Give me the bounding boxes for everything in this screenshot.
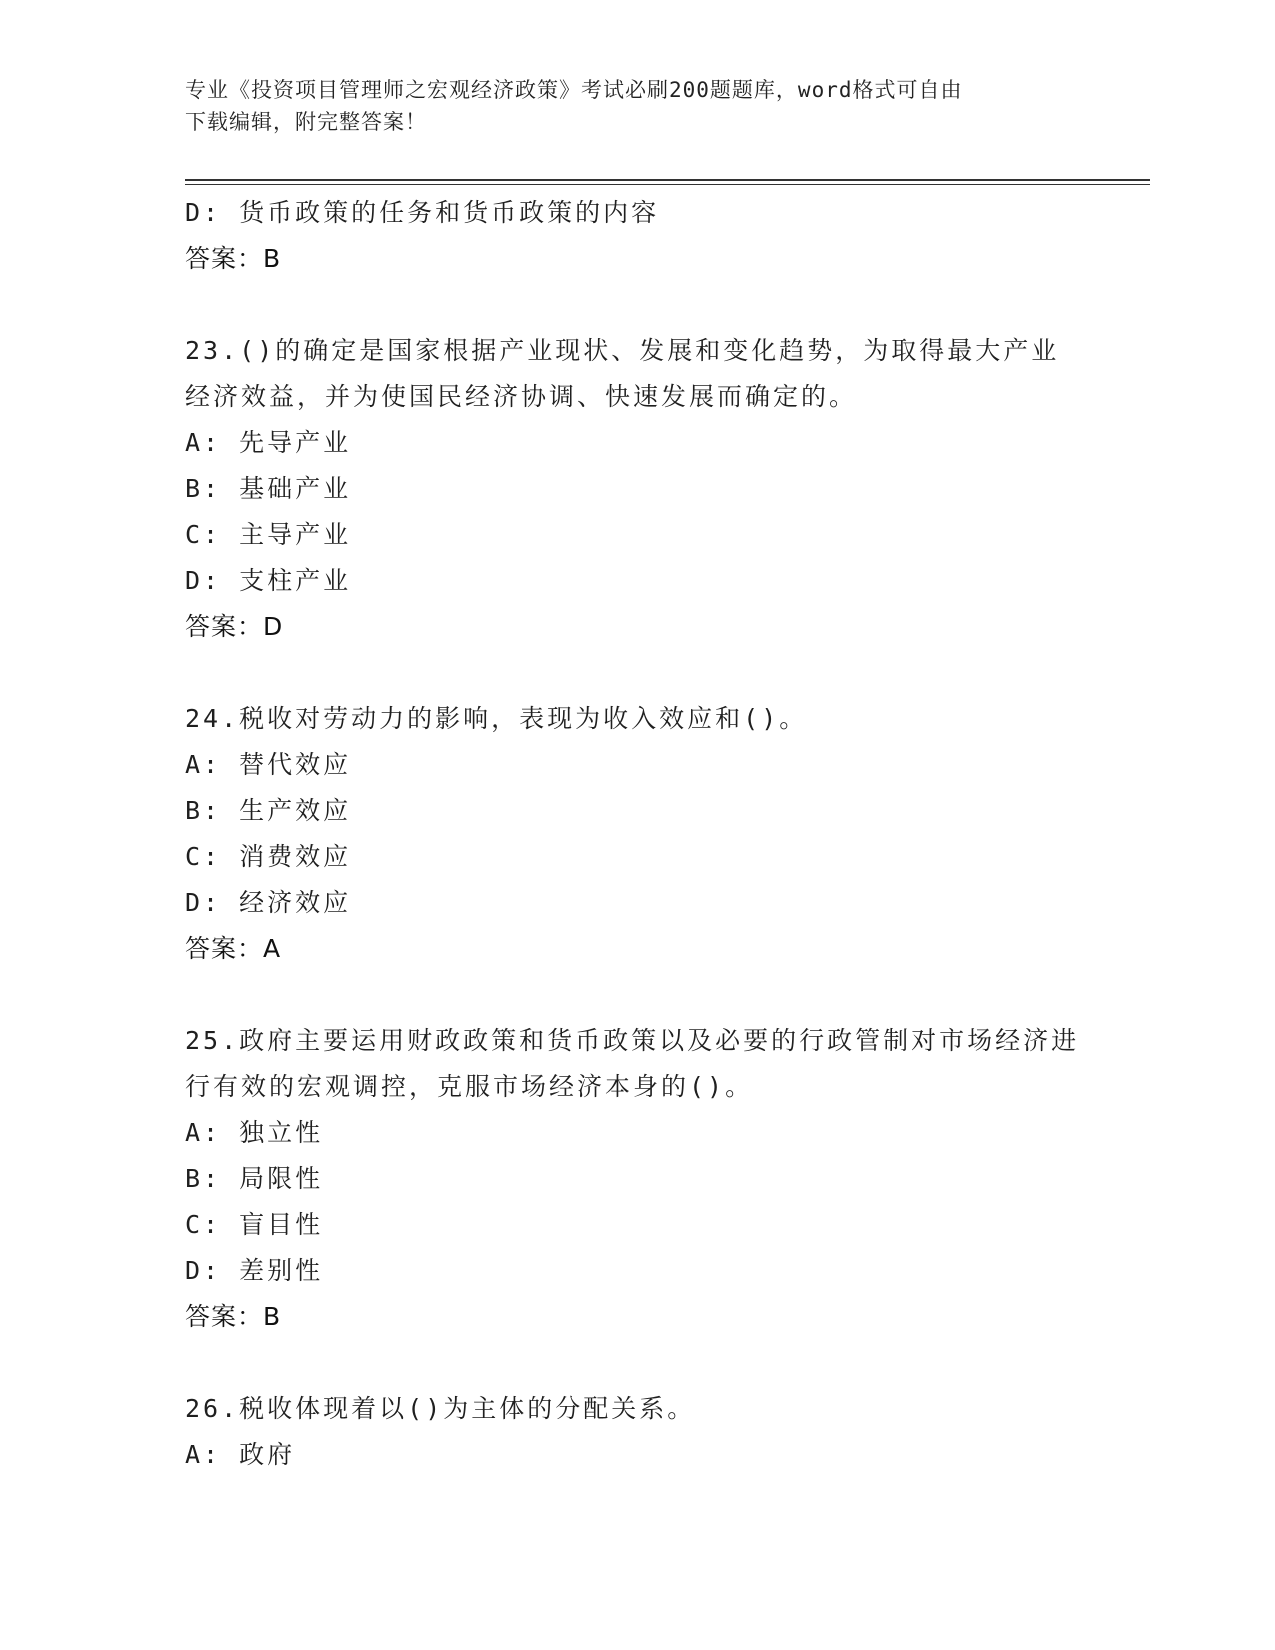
spacer xyxy=(185,650,1085,696)
question-24-option-c: C: 消费效应 xyxy=(185,842,352,871)
header-divider-thin xyxy=(185,184,1150,185)
question-26-text: 26.税收体现着以()为主体的分配关系。 xyxy=(185,1394,696,1423)
question-23-option-a: A: 先导产业 xyxy=(185,428,352,457)
header-line-2: 下载编辑，附完整答案！ xyxy=(185,110,427,134)
prev-option-d: D: 货币政策的任务和货币政策的内容 xyxy=(185,198,660,227)
header-divider-thick xyxy=(185,179,1150,181)
question-23-option-c: C: 主导产业 xyxy=(185,520,352,549)
question-25-option-b: B: 局限性 xyxy=(185,1164,324,1193)
spacer xyxy=(185,282,1085,328)
question-24-option-a: A: 替代效应 xyxy=(185,750,352,779)
question-24-text: 24.税收对劳动力的影响，表现为收入效应和()。 xyxy=(185,704,808,733)
question-list xyxy=(185,190,1085,1478)
header-line-1: 专业《投资项目管理师之宏观经济政策》考试必刷200题题库，word格式可自由 xyxy=(185,78,963,102)
question-23-answer: 答案：D xyxy=(185,612,284,641)
question-25-answer: 答案：B xyxy=(185,1302,282,1331)
document-header xyxy=(185,74,1085,138)
question-26-option-a: A: 政府 xyxy=(185,1440,296,1469)
question-24-option-d: D: 经济效应 xyxy=(185,888,352,917)
question-25-option-a: A: 独立性 xyxy=(185,1118,324,1147)
question-25-text: 25.政府主要运用财政政策和货币政策以及必要的行政管制对市场经济进行有效的宏观调控，克服市场经济本身的()。 xyxy=(185,1026,1080,1101)
question-24-option-b: B: 生产效应 xyxy=(185,796,352,825)
question-23-text: 23.()的确定是国家根据产业现状、发展和变化趋势，为取得最大产业经济效益，并为使国民经济协调、快速发展而确定的。 xyxy=(185,336,1060,411)
prev-answer: 答案：B xyxy=(185,244,282,273)
question-24-answer: 答案：A xyxy=(185,934,282,963)
question-25-option-d: D: 差别性 xyxy=(185,1256,324,1285)
spacer xyxy=(185,972,1085,1018)
question-23-option-b: B: 基础产业 xyxy=(185,474,352,503)
question-25-option-c: C: 盲目性 xyxy=(185,1210,324,1239)
question-23-option-d: D: 支柱产业 xyxy=(185,566,352,595)
spacer xyxy=(185,1340,1085,1386)
